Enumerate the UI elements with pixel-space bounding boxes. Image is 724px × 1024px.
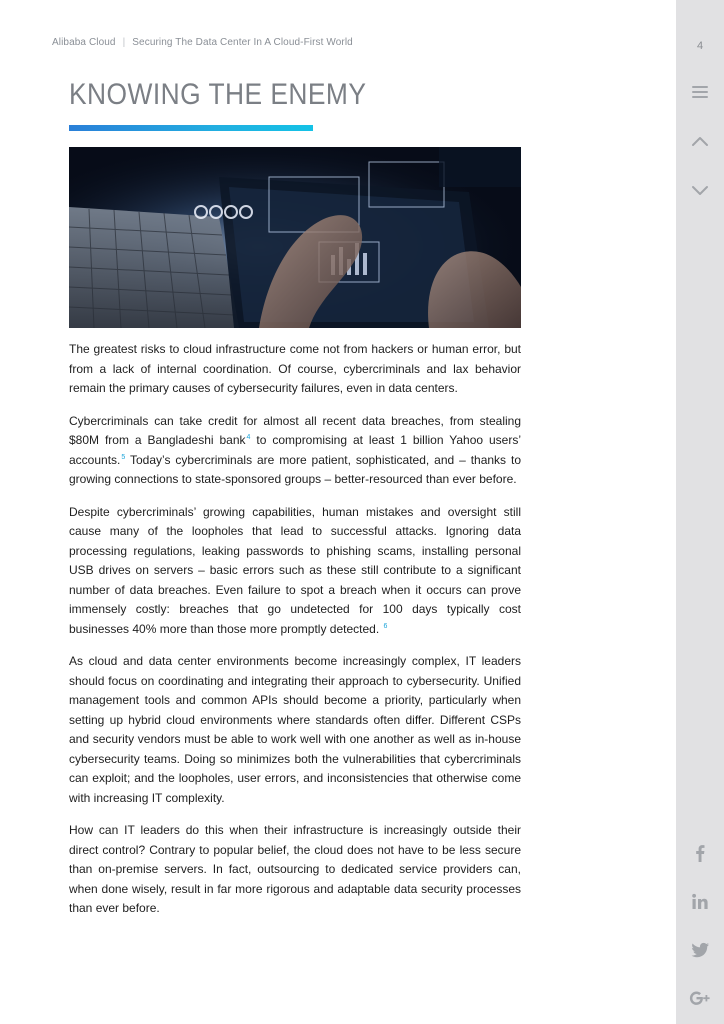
facebook-icon[interactable] <box>688 841 712 865</box>
header-brand: Alibaba Cloud <box>52 37 116 48</box>
paragraph <box>69 652 521 808</box>
paragraph <box>69 503 521 640</box>
header-doc-title: Securing The Data Center In A Cloud-First World <box>132 37 353 48</box>
paragraph-text: Today’s cybercriminals are more patient, sophisticated, and – thanks to growing connections to state-sponsored groups – better-resourced than ever before. <box>69 452 521 486</box>
footnote-ref[interactable]: 6 <box>383 622 388 630</box>
cyber-hands-tablet-image <box>69 147 521 328</box>
menu-icon[interactable] <box>688 80 712 104</box>
chevron-up-icon[interactable] <box>688 130 712 154</box>
footnote-ref[interactable]: 5 <box>121 453 126 461</box>
paragraph-text: How can IT leaders do this when their infrastructure is increasingly outside their direct control? Contrary to popular belief, the cloud does not have to be less secure than on-premise servers. In fact, outsourcing to dedicated service providers can, when done wisely, result in far more rigorous and adaptable data security processes than ever before. <box>69 823 521 915</box>
running-header <box>52 37 353 48</box>
paragraph-text: to compromising at least 1 billion Yahoo users’ accounts. <box>69 433 522 467</box>
nav-sidebar <box>676 0 724 1024</box>
linkedin-icon[interactable] <box>688 890 712 914</box>
page-title: KNOWING THE ENEMY <box>69 78 367 111</box>
paragraph <box>69 340 521 399</box>
header-separator: | <box>122 37 126 48</box>
title-accent-bar <box>69 125 313 131</box>
paragraph-text: The greatest risks to cloud infrastructure come not from hackers or human error, but from a lack of internal coordination. Of course, cybercriminals and lax behavior remain the primary causes of cybersecurity failures, even in data centers. <box>69 342 521 395</box>
footnote-ref[interactable]: 4 <box>246 434 251 441</box>
page-number: 4 <box>696 40 704 52</box>
paragraph-text: Cybercriminals can take credit for almost all recent data breaches, from stealing $80M from a Bangladeshi bank <box>69 413 521 447</box>
chevron-down-icon[interactable] <box>688 178 712 202</box>
google-plus-icon[interactable] <box>688 986 712 1010</box>
paragraph <box>69 821 521 919</box>
body-text <box>69 340 521 932</box>
paragraph <box>69 412 521 490</box>
paragraph-text: Despite cybercriminals’ growing capabilities, human mistakes and oversight still cause many of the loopholes that lead to successful attacks. Ignoring data processing regulations, leaking passwords to phishing scams, installing personal USB drives on servers – basic errors such as these still contribute to a significant number of data breaches. Even failure to spot a breach when it occurs can prove immensely costly: breaches that go undetected for 100 days typically cost businesses 40% more than those more promptly detected. <box>69 504 521 636</box>
twitter-icon[interactable] <box>688 938 712 962</box>
paragraph-text: As cloud and data center environments become increasingly complex, IT leaders should focus on coordinating and integrating their approach to cybersecurity. Unified management tools and common APIs should become a priority, particularly when setting up hybrid cloud environments where standards often differ. Different CSPs and security vendors must be able to work well with one another as well as in-house cybersecurity teams. Doing so minimizes both the vulnerabilities that cybercriminals can exploit; and the loopholes, user errors, and inconsistencies that otherwise come with increasing IT complexity. <box>69 654 521 805</box>
